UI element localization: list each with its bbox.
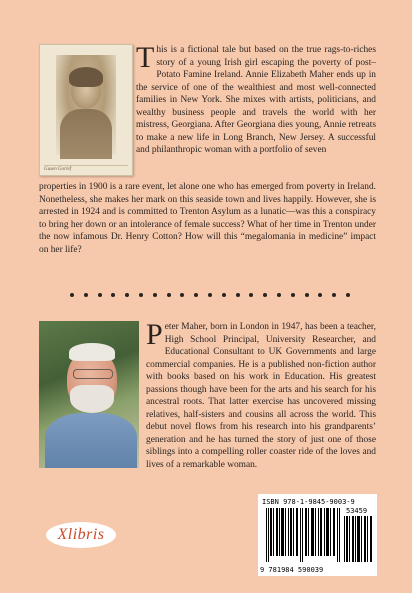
- author-bio: [146, 318, 376, 471]
- dropcap-p: P: [146, 318, 163, 351]
- portrait-figure: [60, 109, 112, 159]
- vintage-portrait-photo: [39, 44, 133, 176]
- dropcap-t: T: [136, 41, 155, 74]
- addon-barcode-bars: [344, 516, 373, 562]
- isbn-label: ISBN 978-1-9845-9003-9: [262, 498, 355, 506]
- synopsis-intro-text: his is a fictional tale but based on the true rags-to-riches story of a young Irish girl escaping the poverty of post–Potato Famine Ireland. Annie Elizabeth Maher ends up in the service of one of the wealthiest and most well-connected families in New York. She mixes with artists, politicians, and wealthy business people and travels the world with her mistress, Georgiana. After Georgiana dies young, Annie retreats to make a new life in Long Branch, New Jersey. A successful and philanthropic woman with a portfolio of seven: [136, 45, 376, 155]
- isbn-barcode: [258, 494, 377, 576]
- author-hair: [69, 343, 115, 361]
- author-glasses: [73, 369, 113, 379]
- portrait-hair: [69, 67, 103, 87]
- publisher-logo: Xlibris: [46, 522, 116, 548]
- barcode-digits: 9 781984 590039: [260, 566, 324, 574]
- author-beard: [70, 385, 114, 413]
- author-bio-text: eter Maher, born in London in 1947, has been a teacher, High School Principal, University Researcher, and Educational Consultant to UK Governments and large commercial companies. He is a published non-fiction author with books based on his work in Education. His greatest passions though have been for the arts and his search for his ancestral roots. That latter exercise has uncovered missing relatives, half-sisters and cousins all across the world. This debut novel flows from his research into his grandparents’ generation and he has turned the story of just one of those siblings into a compelling roller coaster ride of the loves and lives of a remarkable woman.: [146, 322, 376, 470]
- dotted-divider: [70, 292, 350, 298]
- synopsis-continued: properties in 1900 is a rare event, let alone one who has emerged from poverty in Ireland. Nonetheless, she makes her mark on this seaside town and lives happily. However, she is arrested in 1924 and is committed to Trenton Asylum as a lunatic—was this a conspiracy to bring her down or an intolerance of female success? What of her time in Trenton under the now infamous Dr. Henry Cotton? How will this “megalomania in medicine” impact on her life?: [39, 182, 376, 255]
- photo-caption: Gusen Gorlef: [44, 165, 128, 172]
- synopsis-paragraph: [136, 41, 376, 157]
- author-shirt: [45, 413, 137, 468]
- author-photo: [39, 321, 139, 468]
- barcode-bars: [266, 508, 342, 562]
- addon-number: 53459: [346, 507, 368, 515]
